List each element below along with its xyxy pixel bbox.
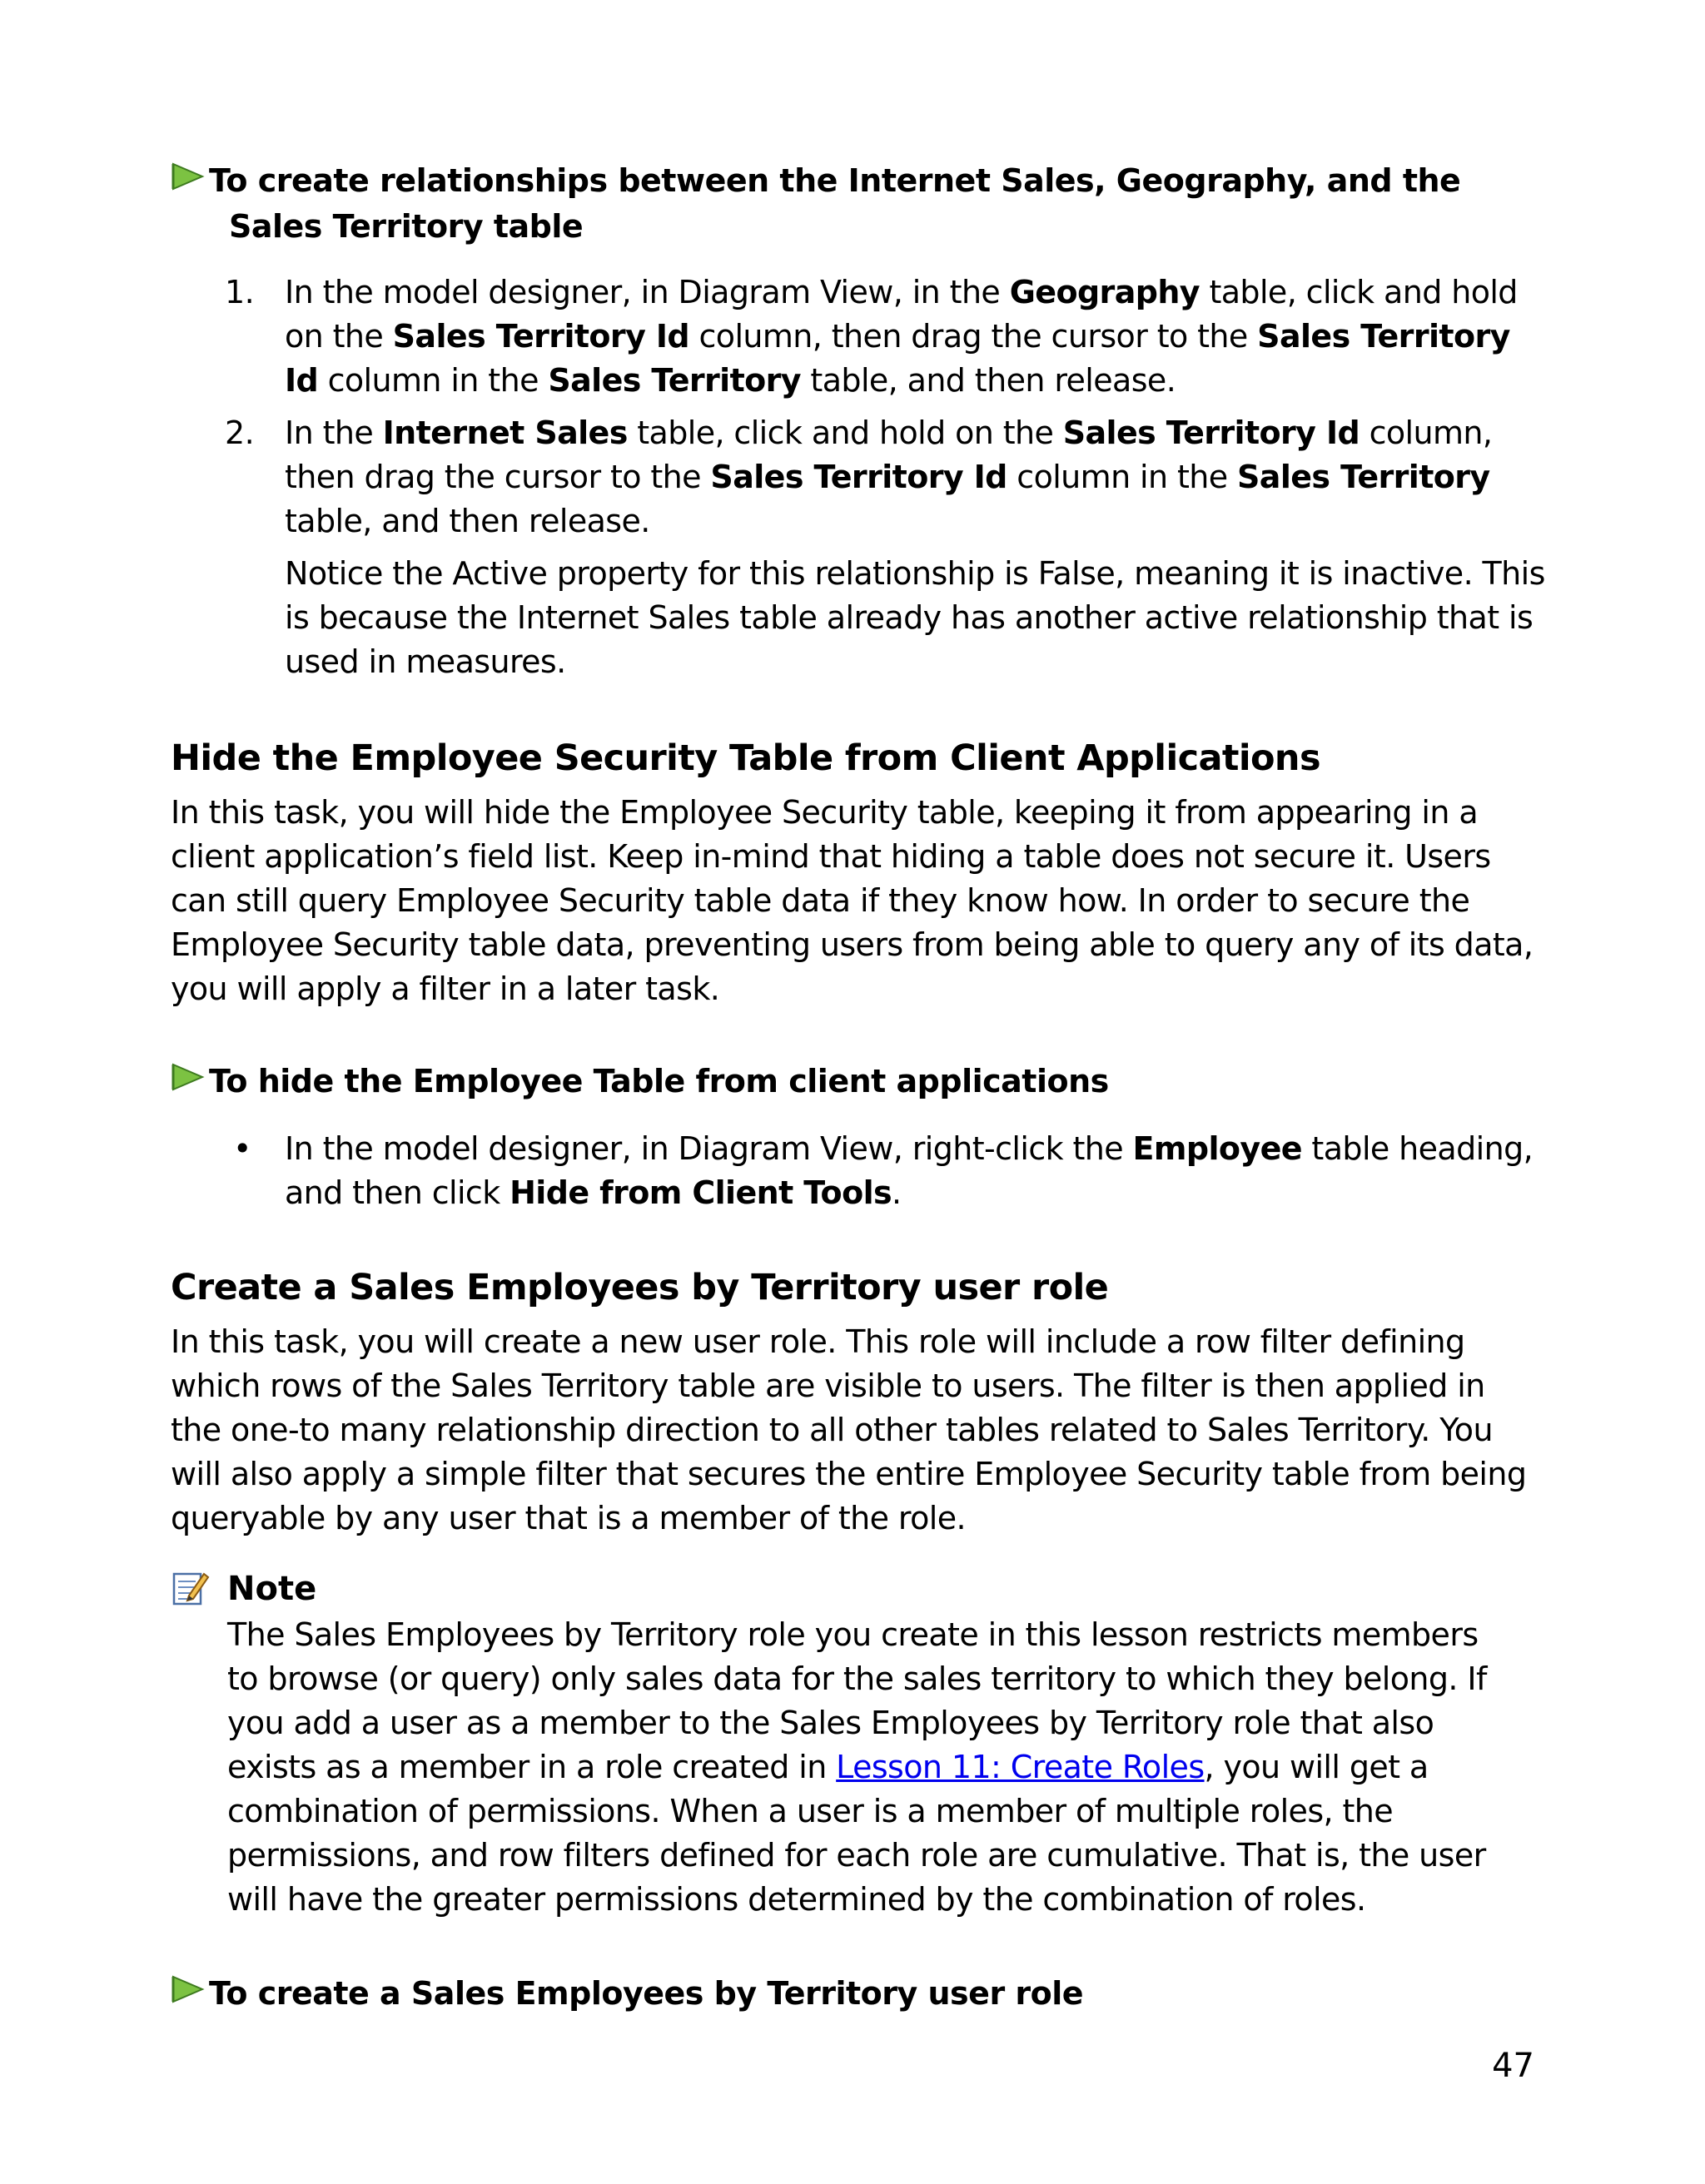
procedure-arrow-icon [171, 1062, 206, 1092]
lesson-11-link[interactable]: Lesson 11: Create Roles [836, 1749, 1205, 1785]
list-item: 2. In the Internet Sales table, click and hold on the Sales Territory Id column, then drag the cursor to the Sales Territory Id column in the Sales Territory table, and then release. Notice the Active property for this relationship is False, meaning it is inactive. This is because the Internet Sales table already has another active relationship that is used in measures. [225, 411, 1548, 684]
procedure-heading-hide [171, 1059, 1469, 1104]
section-paragraph-hide-table: In this task, you will hide the Employee Security table, keeping it from appearing in a client application’s field list. Keep in-mind that hiding a table does not secure it. Users can still query Employee Security table data if they know how. In order to secure the Employee Security table data, preventing users from being able to query any of its data, you will apply a filter in a later task. [171, 794, 1534, 1007]
step-number: 1. [225, 274, 255, 310]
section-paragraph-create-role: In this task, you will create a new user role. This role will include a row filter defining which rows of the Sales Territory table are visible to users. The filter is then applied in the one-to many relationship direction to all other tables related to Sales Territory. You will also apply a simple filter that secures the entire Employee Security table from being queryable by any user that is a member of the role. [171, 1323, 1527, 1536]
steps-list [225, 271, 1548, 684]
bullet-symbol: • [233, 1130, 251, 1167]
page-number: 47 [1492, 2047, 1534, 2085]
section-heading-create-role: Create a Sales Employees by Territory user role [171, 1267, 1109, 1308]
note-title: Note [227, 1570, 317, 1608]
note-body: The Sales Employees by Territory role you create in this lesson restricts members to browse (or query) only sales data for the sales territory to which they belong. If you add a user as a member to the Sales Employees by Territory role that also exists as a member in a role created in Lesson 11: Create Roles, you will get a combination of permissions. When a user is a member of multiple roles, the permissions, and row filters defined for each role are cumulative. That is, the user will have the greater permissions determined by the combination of roles. [227, 1616, 1487, 1918]
procedure-heading-relationships [171, 158, 1469, 250]
list-item: 1. In the model designer, in Diagram View, in the Geography table, click and hold on the Sales Territory Id column, then drag the cursor to the Sales Territory Id column in the Sales Territory table, and then release. [225, 271, 1548, 403]
step-note: Notice the Active property for this relationship is False, meaning it is inactive. This is because the Internet Sales table already has another active relationship that is used in measures. [285, 555, 1545, 680]
procedure-heading-text: To create a Sales Employees by Territory user role [209, 1975, 1084, 2012]
procedure-arrow-icon [171, 161, 206, 191]
list-item: • In the model designer, in Diagram View, right-click the Employee table heading, and then click Hide from Client Tools. [225, 1127, 1548, 1215]
procedure-heading-text: To hide the Employee Table from client applications [209, 1063, 1109, 1099]
note-icon [171, 1569, 211, 1607]
bullet-list [225, 1127, 1548, 1215]
procedure-heading-text: To create relationships between the Internet Sales, Geography, and the Sales Territory table [209, 162, 1461, 245]
procedure-arrow-icon [171, 1974, 206, 2004]
section-heading-hide-table: Hide the Employee Security Table from Client Applications [171, 737, 1320, 779]
step-number: 2. [225, 414, 255, 451]
procedure-heading-create-role [171, 1971, 1469, 2017]
